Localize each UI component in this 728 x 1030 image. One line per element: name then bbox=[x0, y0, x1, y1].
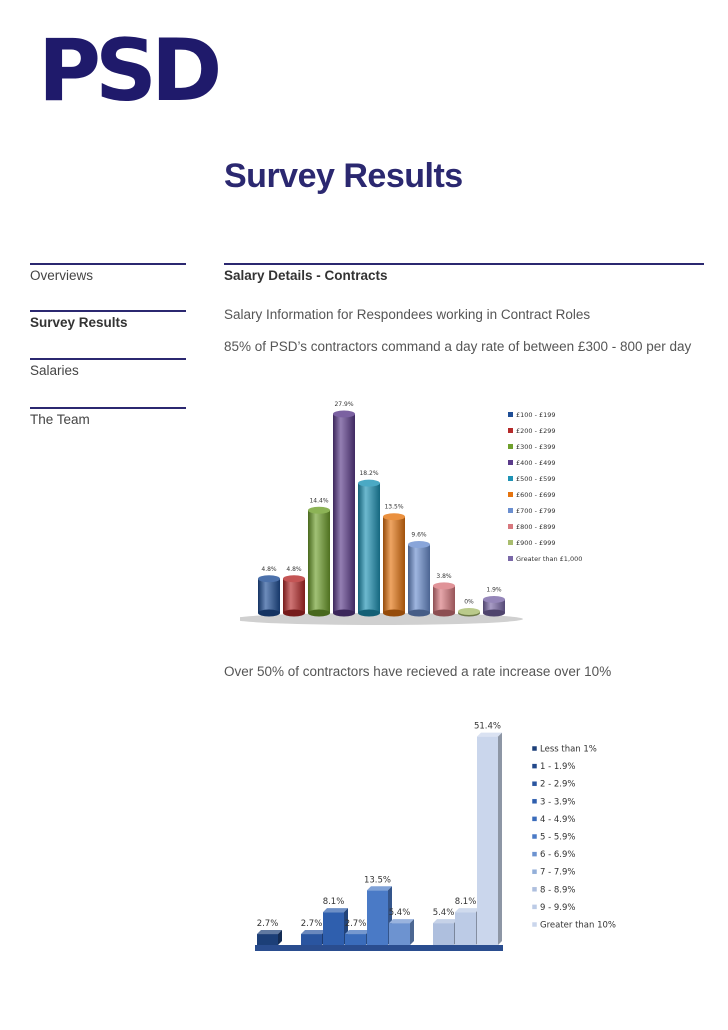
data-label: 2.7% bbox=[300, 919, 323, 930]
legend-label: £800 - £899 bbox=[516, 523, 556, 531]
legend-label: £100 - £199 bbox=[516, 411, 556, 419]
bar-top bbox=[283, 575, 305, 582]
legend-swatch bbox=[532, 834, 537, 839]
bar bbox=[258, 579, 280, 613]
bar bbox=[333, 414, 355, 613]
bar-top bbox=[483, 596, 505, 603]
legend-swatch bbox=[532, 781, 537, 786]
legend-label: 5 - 5.9% bbox=[540, 832, 576, 843]
bar bbox=[433, 923, 454, 945]
legend-swatch bbox=[532, 869, 537, 874]
page-title: Survey Results bbox=[224, 157, 463, 195]
bar bbox=[455, 912, 476, 945]
legend-label: 2 - 2.9% bbox=[540, 779, 576, 790]
legend-label: Greater than 10% bbox=[540, 920, 617, 931]
data-label: 13.5% bbox=[384, 503, 404, 511]
legend-label: £300 - £399 bbox=[516, 443, 556, 451]
bar-side bbox=[410, 919, 414, 945]
bar bbox=[257, 934, 278, 945]
bar bbox=[345, 934, 366, 945]
legend-swatch bbox=[508, 508, 513, 513]
bar-top bbox=[258, 575, 280, 582]
day-rate-chart bbox=[240, 383, 612, 633]
legend-label: £700 - £799 bbox=[516, 507, 556, 515]
data-label: 0% bbox=[464, 598, 474, 606]
legend-label: 9 - 9.9% bbox=[540, 902, 576, 913]
data-label: 9.6% bbox=[411, 531, 427, 539]
nav-item-overviews[interactable]: Overviews bbox=[30, 263, 186, 283]
bar bbox=[383, 517, 405, 613]
nav-item-salaries[interactable]: Salaries bbox=[30, 358, 186, 378]
bar bbox=[433, 586, 455, 613]
data-label: 4.8% bbox=[261, 565, 277, 573]
bar bbox=[477, 737, 498, 945]
bar bbox=[367, 890, 388, 945]
nav-item-survey-results[interactable]: Survey Results bbox=[30, 310, 186, 330]
chart-floor bbox=[255, 945, 503, 951]
bar-base bbox=[283, 610, 305, 617]
legend-label: £600 - £699 bbox=[516, 491, 556, 499]
legend-swatch bbox=[508, 556, 513, 561]
bar-top bbox=[433, 919, 458, 923]
legend-label: £900 - £999 bbox=[516, 539, 556, 547]
legend-swatch bbox=[532, 816, 537, 821]
bar-top bbox=[345, 930, 370, 934]
data-label: 5.4% bbox=[432, 908, 455, 919]
rate-note: 85% of PSD’s contractors command a day rate of between £300 - 800 per day bbox=[224, 339, 692, 354]
bar-top bbox=[323, 908, 348, 912]
legend-swatch bbox=[508, 524, 513, 529]
bar-base bbox=[483, 610, 505, 617]
legend-label: £200 - £299 bbox=[516, 427, 556, 435]
legend-swatch bbox=[508, 412, 513, 417]
legend-swatch bbox=[508, 460, 513, 465]
legend-label: £400 - £499 bbox=[516, 459, 556, 467]
legend-label: Less than 1% bbox=[540, 744, 597, 755]
bar bbox=[408, 545, 430, 613]
bar-top bbox=[383, 513, 405, 520]
data-label: 1.9% bbox=[486, 586, 502, 594]
data-label: 13.5% bbox=[363, 875, 392, 886]
data-label: 8.1% bbox=[322, 897, 345, 908]
data-label: 18.2% bbox=[359, 470, 379, 478]
bar-base bbox=[383, 610, 405, 617]
bar bbox=[358, 483, 380, 613]
bar-top bbox=[308, 507, 330, 514]
legend-swatch bbox=[508, 444, 513, 449]
data-label: 27.9% bbox=[334, 400, 354, 408]
bar-base bbox=[308, 610, 330, 617]
chart-floor-shadow bbox=[240, 613, 523, 625]
rate-increase-chart bbox=[240, 700, 620, 962]
bar-top bbox=[358, 480, 380, 487]
bar-top bbox=[367, 886, 392, 890]
legend-swatch bbox=[532, 799, 537, 804]
legend-swatch bbox=[532, 922, 537, 927]
legend-swatch bbox=[508, 492, 513, 497]
data-label: 2.7% bbox=[256, 919, 279, 930]
increase-note: Over 50% of contractors have recieved a rate increase over 10% bbox=[224, 664, 612, 679]
section-title: Salary Details - Contracts bbox=[224, 263, 704, 283]
legend-label: 7 - 7.9% bbox=[540, 867, 576, 878]
bar-top bbox=[257, 930, 282, 934]
bar-base bbox=[408, 610, 430, 617]
bar-top bbox=[433, 582, 455, 589]
legend-label: 4 - 4.9% bbox=[540, 814, 576, 825]
bar-top bbox=[458, 608, 480, 615]
bar-base bbox=[358, 610, 380, 617]
legend-swatch bbox=[508, 428, 513, 433]
data-label: 2.7% bbox=[344, 919, 367, 930]
nav-item-the-team[interactable]: The Team bbox=[30, 407, 186, 427]
legend-swatch bbox=[532, 852, 537, 857]
legend-swatch bbox=[532, 764, 537, 769]
bar-side bbox=[498, 733, 502, 945]
legend-label: 1 - 1.9% bbox=[540, 762, 576, 773]
intro-text: Salary Information for Respondees working in Contract Roles bbox=[224, 307, 591, 322]
bar bbox=[308, 510, 330, 613]
bar-top bbox=[408, 541, 430, 548]
bar bbox=[389, 923, 410, 945]
bar-base bbox=[333, 610, 355, 617]
legend-swatch bbox=[508, 476, 513, 481]
bar bbox=[323, 912, 344, 945]
legend-swatch bbox=[508, 540, 513, 545]
bar-base bbox=[433, 610, 455, 617]
data-label: 14.4% bbox=[309, 497, 329, 505]
data-label: 8.1% bbox=[454, 897, 477, 908]
legend-label: 8 - 8.9% bbox=[540, 885, 576, 896]
legend-swatch bbox=[532, 887, 537, 892]
data-label: 4.8% bbox=[286, 565, 302, 573]
bar bbox=[301, 934, 322, 945]
data-label: 5.4% bbox=[388, 908, 411, 919]
legend-label: 3 - 3.9% bbox=[540, 797, 576, 808]
legend-label: 6 - 6.9% bbox=[540, 850, 576, 861]
bar-base bbox=[258, 610, 280, 617]
legend-label: £500 - £599 bbox=[516, 475, 556, 483]
bar-top bbox=[455, 908, 480, 912]
bar-top bbox=[389, 919, 414, 923]
legend-swatch bbox=[532, 904, 537, 909]
legend-label: Greater than £1,000 bbox=[516, 555, 583, 563]
data-label: 51.4% bbox=[473, 721, 502, 732]
bar-top bbox=[477, 733, 502, 737]
bar-top bbox=[333, 410, 355, 417]
data-label: 3.8% bbox=[436, 572, 452, 580]
bar bbox=[283, 579, 305, 613]
psd-logo: PSD bbox=[38, 21, 217, 121]
bar-top bbox=[301, 930, 326, 934]
legend-swatch bbox=[532, 746, 537, 751]
